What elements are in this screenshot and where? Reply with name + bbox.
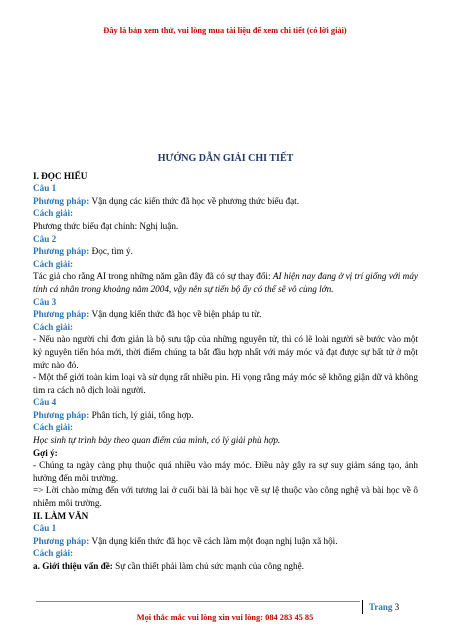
hint-text: => Lời chào mừng đến với tương lai ở cuối bài là bài học về sự lệ thuộc vào công nghệ và bài học về ô nhiễm môi trường. bbox=[33, 485, 418, 509]
footer-divider bbox=[36, 601, 360, 602]
method-line bbox=[33, 535, 418, 548]
solution-text: - Nếu nào người chỉ đơn giản là bộ sưu tập của những nguyên tử, thì có lẽ loài người sẽ bước vào một kỷ nguyên tiến hóa mới, thời điểm chúng ta bắt đầu hợp nhất với máy móc và đạt được sự bất tử ở một mức nào đó. bbox=[33, 334, 418, 370]
solution-text: - Một thế giới toàn kim loại và sử dụng rất nhiều pin. Hi vọng rằng máy móc sẽ không giận dữ và không tìm ra cách nô dịch loài người. bbox=[33, 372, 418, 395]
solution-label: Cách giải: bbox=[33, 208, 74, 219]
intro-line bbox=[33, 560, 418, 573]
section-heading-reading: I. ĐỌC HIỂU bbox=[33, 170, 88, 181]
contact-footer: Mọi thắc mắc vui lòng xin vui lòng: 084 283 45 85 bbox=[136, 613, 314, 622]
question-heading: Câu 1 bbox=[33, 523, 57, 534]
solution-text: Học sinh tự trình bày theo quan điểm của mình, có lý giải phù hợp. bbox=[33, 435, 281, 446]
method-label: Phương pháp: bbox=[33, 246, 90, 257]
preview-banner: Đây là bản xem thử, vui lòng mua tài liệu để xem chi tiết (có lời giải) bbox=[103, 26, 347, 35]
method-line bbox=[33, 245, 418, 258]
intro-text: Sự cần thiết phải làm chủ sức mạnh của công nghệ. bbox=[112, 561, 304, 571]
method-text: Vận dụng kiến thức đã học về cách làm một đoạn nghị luận xã hội. bbox=[89, 535, 338, 546]
method-line bbox=[33, 308, 418, 321]
document-body bbox=[33, 153, 418, 573]
question-heading: Câu 1 bbox=[33, 183, 57, 194]
page-number bbox=[362, 600, 399, 614]
solution-label: Cách giải: bbox=[33, 258, 74, 269]
solution-text: Phương thức biểu đạt chính: Nghị luận. bbox=[33, 220, 179, 231]
method-text: Vận dụng các kiến thức đã học về phương thức biểu đạt. bbox=[89, 195, 300, 206]
solution-quote: AI hiện nay đang ở vị trí giống với máy tính cá nhân trong khoảng năm 2004, vậy nên sự tiến bộ ấy có thể sẽ vô cùng lớn. bbox=[33, 271, 418, 294]
question-heading: Câu 4 bbox=[33, 397, 57, 408]
solution-label: Cách giải: bbox=[33, 422, 74, 433]
page-label: Trang bbox=[369, 602, 393, 612]
question-heading: Câu 2 bbox=[33, 233, 57, 244]
method-text: Đọc, tìm ý. bbox=[89, 246, 133, 257]
section-heading-writing: II. LÀM VĂN bbox=[33, 510, 89, 521]
intro-label: a. Giới thiệu vấn đề: bbox=[33, 561, 113, 571]
solution-label: Cách giải: bbox=[33, 548, 74, 559]
method-line bbox=[33, 409, 418, 422]
method-label: Phương pháp: bbox=[33, 409, 90, 420]
method-text: Vận dụng kiến thức đã học về biện pháp tu từ. bbox=[89, 309, 262, 320]
solution-plain: Tác giả cho rằng AI trong những năm gần đây đã có sự thay đổi: bbox=[33, 271, 273, 282]
method-line bbox=[33, 195, 418, 208]
method-label: Phương pháp: bbox=[33, 535, 90, 546]
hint-label: Gợi ý: bbox=[33, 447, 58, 458]
page-value: 3 bbox=[394, 602, 400, 612]
solution-label: Cách giải: bbox=[33, 321, 74, 332]
method-text: Phân tích, lý giải, tổng hợp. bbox=[89, 409, 194, 420]
hint-text: - Chúng ta ngày càng phụ thuộc quá nhiều vào máy móc. Điều này gây ra sự suy giảm sáng tạo, ảnh hưởng đến môi trường. bbox=[33, 460, 418, 483]
method-label: Phương pháp: bbox=[33, 195, 90, 206]
method-label: Phương pháp: bbox=[33, 309, 90, 320]
solution-text bbox=[33, 270, 418, 295]
page-title: HƯỚNG DẪN GIẢI CHI TIẾT bbox=[157, 153, 294, 164]
question-heading: Câu 3 bbox=[33, 296, 57, 307]
